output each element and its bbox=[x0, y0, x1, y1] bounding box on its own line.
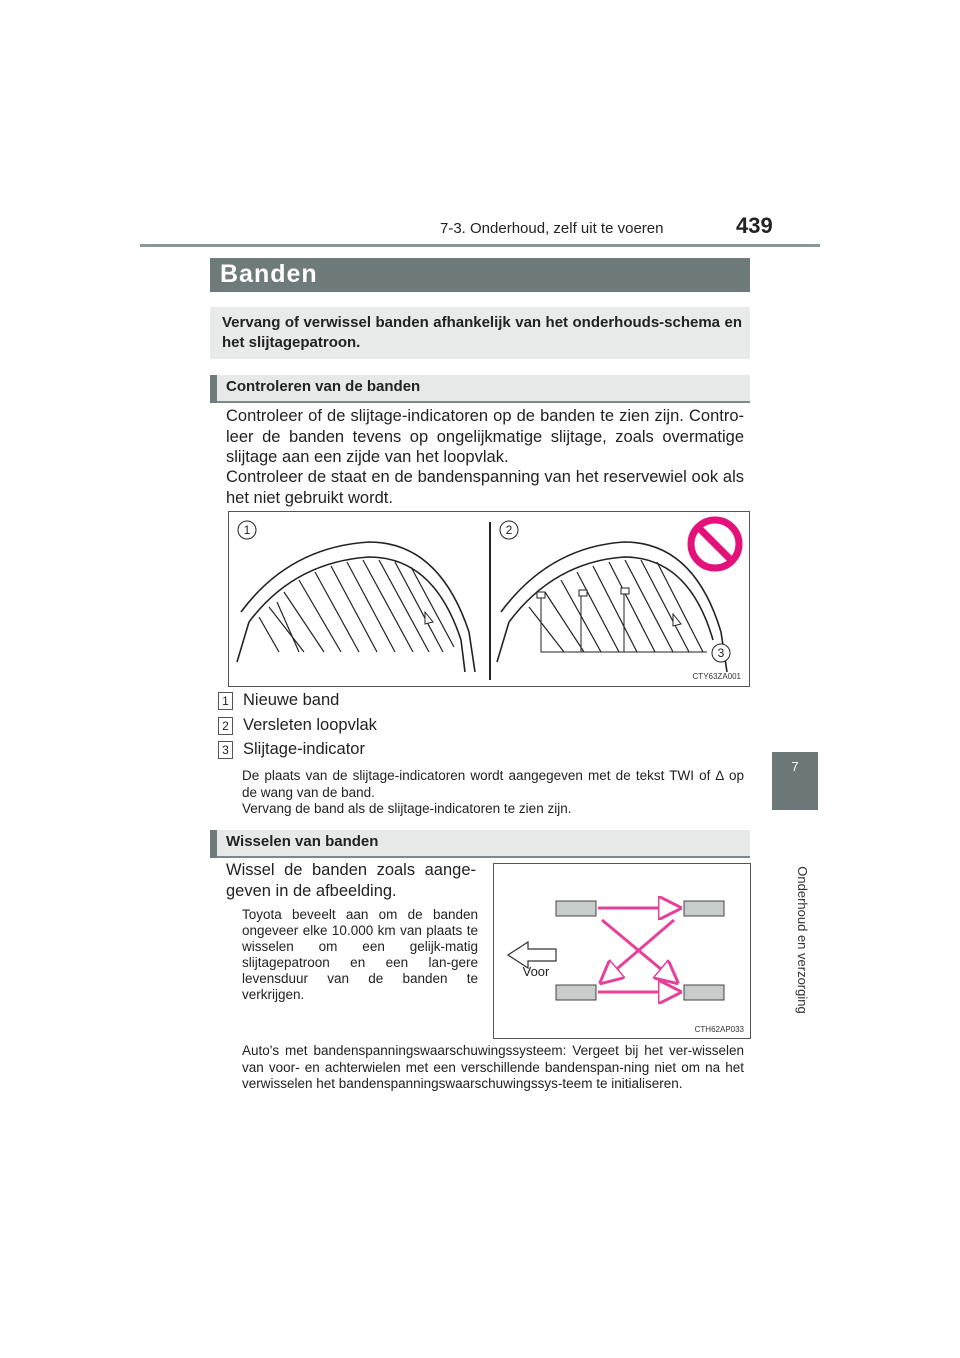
rotation-figure bbox=[493, 863, 751, 1039]
tire-wear-illustration bbox=[229, 512, 749, 686]
section-heading-text: Wisselen van banden bbox=[226, 833, 379, 850]
figure-code: CTY63ZA001 bbox=[692, 672, 741, 681]
page-number: 439 bbox=[736, 213, 773, 238]
item-number: 2 bbox=[218, 717, 233, 735]
check-paragraph-2: Controleer de staat en de bandenspanning van het reservewiel ook als het niet gebruikt wordt. bbox=[226, 468, 744, 507]
figure-label-2: 2 bbox=[505, 523, 513, 537]
section-heading-rotate bbox=[210, 830, 750, 858]
heading-marker bbox=[210, 830, 217, 858]
header-rule bbox=[140, 244, 820, 247]
item-number: 1 bbox=[218, 692, 233, 710]
section-heading-check bbox=[210, 375, 750, 403]
list-item bbox=[218, 740, 365, 759]
section-heading-text: Controleren van de banden bbox=[226, 378, 421, 395]
list-item bbox=[218, 716, 377, 735]
heading-marker bbox=[210, 375, 217, 403]
intro-box bbox=[210, 307, 750, 359]
tire-wear-figure bbox=[228, 511, 750, 687]
figure-code: CTH62AP033 bbox=[694, 1025, 744, 1034]
replace-note: Vervang de band als de slijtage-indicatoren te zien zijn. bbox=[242, 801, 572, 816]
list-item bbox=[218, 691, 339, 710]
chapter-number: 7 bbox=[791, 759, 799, 774]
rotate-note: Toyota beveelt aan om de banden ongeveer elke 10.000 km van plaats te wisselen om een gelijk-matig slijtagepatroon en een lan-gere levensduur van de banden te verkrijgen. bbox=[242, 907, 478, 1002]
item-number: 3 bbox=[218, 741, 233, 759]
chapter-label: Onderhoud en verzorging bbox=[795, 866, 810, 1014]
item-label: Nieuwe band bbox=[243, 691, 340, 709]
item-label: Slijtage-indicator bbox=[243, 740, 365, 758]
chapter-tab bbox=[772, 752, 818, 810]
title-bar bbox=[210, 258, 750, 292]
page-title: Banden bbox=[220, 260, 318, 288]
figure-label-3: 3 bbox=[717, 646, 725, 660]
check-paragraph-1: Controleer of de slijtage-indicatoren op de banden te zien zijn. Contro-leer de banden tevens op ongelijkmatige slijtage, zoals overmatige slijtage aan een zijde van het loopvlak. bbox=[226, 407, 744, 466]
item-label: Versleten loopvlak bbox=[243, 716, 377, 734]
intro-text: Vervang of verwissel banden afhankelijk van het onderhouds-schema en het slijtagepatroon. bbox=[222, 314, 742, 351]
running-header: 7-3. Onderhoud, zelf uit te voeren bbox=[440, 220, 664, 237]
figure-label-1: 1 bbox=[243, 523, 251, 537]
rotate-lead: Wissel de banden zoals aange-geven in de afbeelding. bbox=[226, 861, 476, 900]
rotation-diagram bbox=[494, 864, 750, 1038]
tpms-note: Auto's met bandenspanningswaarschuwingssysteem: Vergeet bij het ver-wisselen van voor- en achterwielen met een verschillende bandenspan-ning niet om na het verwisselen het bandenspanningswaarschuwingssys-teem te initialiseren. bbox=[242, 1043, 744, 1091]
front-label: Voor bbox=[522, 964, 550, 979]
prohibition-icon bbox=[691, 520, 739, 568]
wear-indicator-note: De plaats van de slijtage-indicatoren wordt aangegeven met de tekst TWI of ∆ op de wang van de band. bbox=[242, 768, 744, 800]
